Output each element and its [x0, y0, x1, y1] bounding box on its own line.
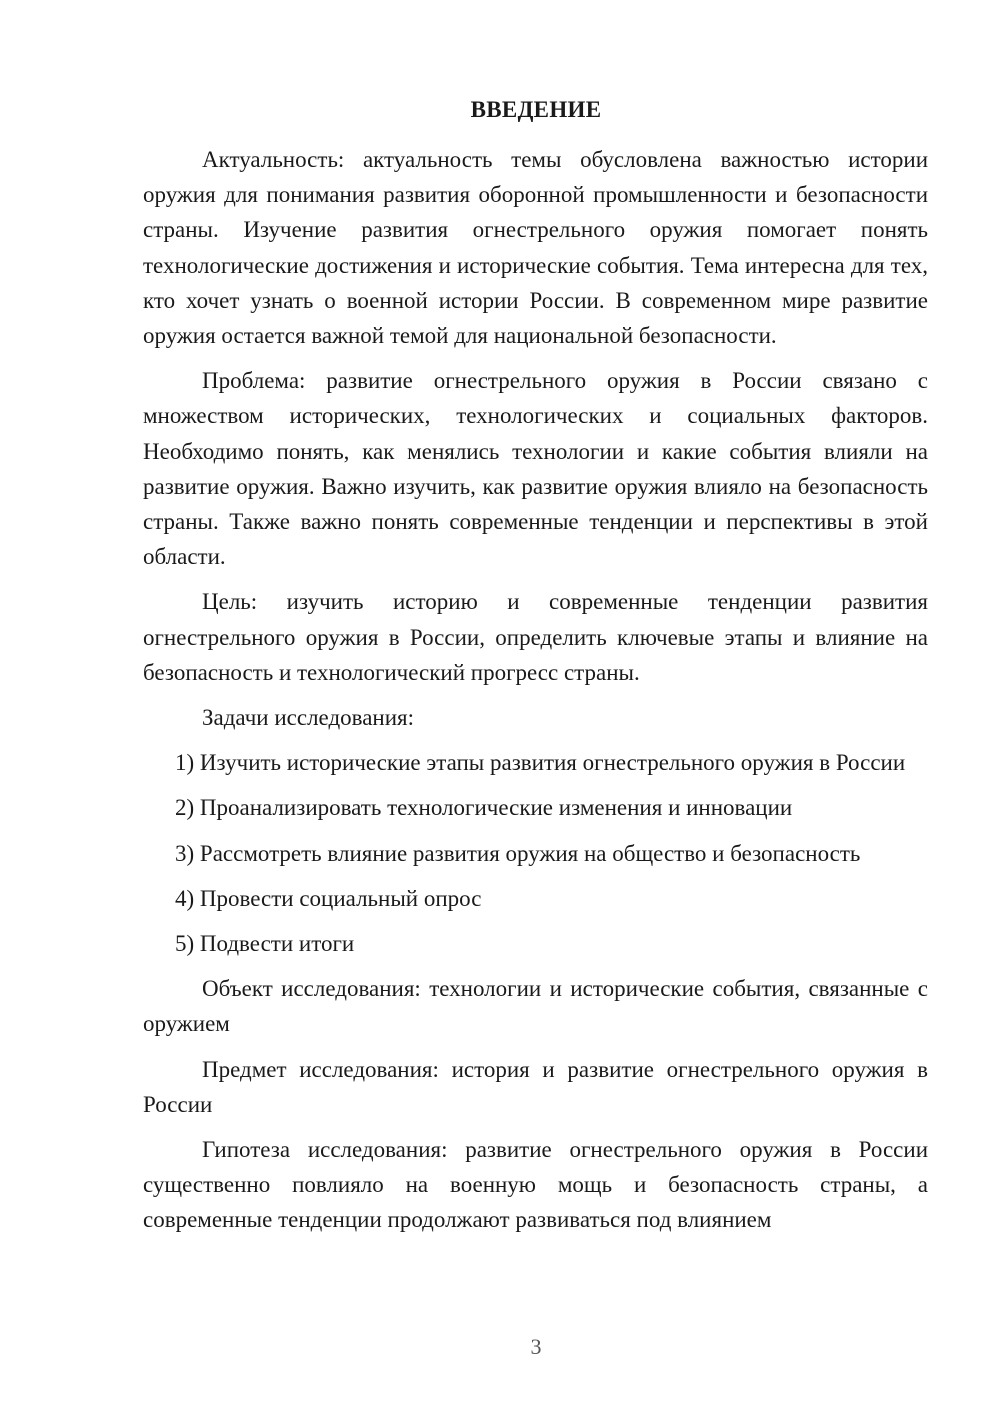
- paragraph-object: Объект исследования: технологии и исторические события, связанные с оружием: [143, 976, 928, 1037]
- task-item-5: 5) Подвести итоги: [175, 931, 355, 957]
- paragraph-relevance: Актуальность: актуальность темы обусловлена важностью истории оружия для понимания развития оборонной промышленности и безопасности страны. Изучение развития огнестрельного оружия помогает понять технологические достижения и исторические события. Тема интересна для тех, кто хочет узнать о военной истории России. В современном мире развитие оружия остается важной темой для национальной безопасности.: [143, 147, 928, 349]
- task-item-3: 3) Рассмотреть влияние развития оружия на общество и безопасность: [175, 840, 861, 866]
- paragraph-tasks-heading: Задачи исследования:: [202, 705, 415, 731]
- page-title: ВВЕДЕНИЕ: [470, 97, 602, 122]
- task-item-1: 1) Изучить исторические этапы развития огнестрельного оружия в России: [175, 750, 906, 776]
- paragraph-goal: Цель: изучить историю и современные тенденции развития огнестрельного оружия в России, определить ключевые этапы и влияние на безопасность и технологический прогресс страны.: [143, 589, 928, 685]
- document-body: [143, 142, 928, 1248]
- paragraph-hypothesis: Гипотеза исследования: развитие огнестрельного оружия в России существенно повлияло на военную мощь и безопасность страны, а современные тенденции продолжают развиваться под влиянием: [143, 1137, 928, 1233]
- paragraph-problem: Проблема: развитие огнестрельного оружия в России связано с множеством исторических, технологических и социальных факторов. Необходимо понять, как менялись технологии и какие события влияли на развитие оружия. Важно изучить, как развитие оружия влияло на безопасность страны. Также важно понять современные тенденции и перспективы в этой области.: [143, 368, 928, 570]
- page-number: 3: [530, 1334, 542, 1359]
- task-item-2: 2) Проанализировать технологические изменения и инновации: [175, 795, 793, 821]
- task-item-4: 4) Провести социальный опрос: [175, 885, 482, 911]
- paragraph-subject: Предмет исследования: история и развитие огнестрельного оружия в России: [143, 1056, 928, 1117]
